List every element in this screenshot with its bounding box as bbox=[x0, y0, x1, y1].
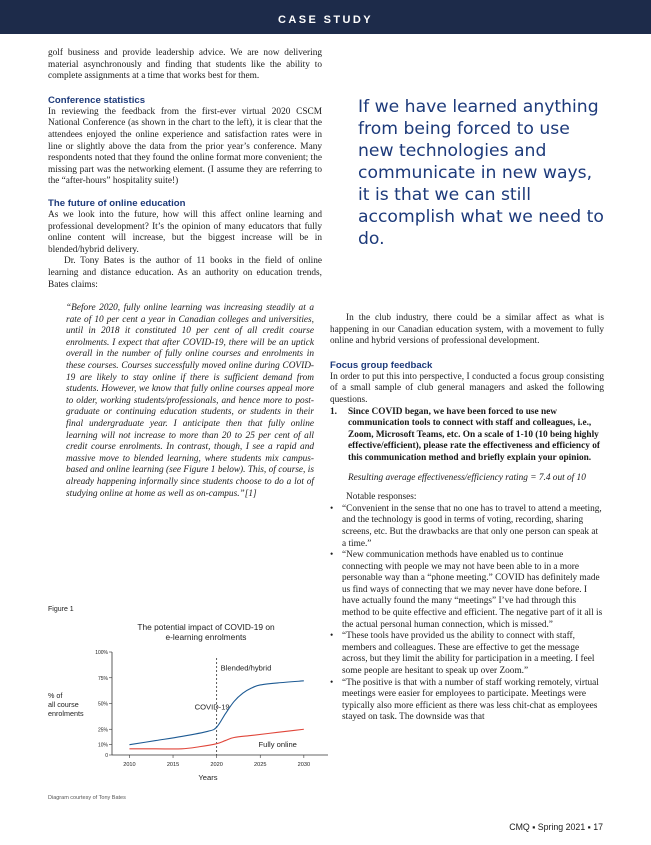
chart-title-line2: e-learning enrolments bbox=[165, 632, 247, 642]
y-axis-label-line: % of bbox=[48, 691, 63, 700]
left-column bbox=[48, 48, 322, 500]
x-tick-label: 2015 bbox=[166, 762, 180, 768]
y-tick-label: 75% bbox=[97, 675, 108, 682]
y-tick-label: 25% bbox=[97, 727, 108, 734]
response-text: • “These tools have provided us the ability to connect with staff, members and colleagues. These are effective to get the message across, but they limit the ability for participation in a meeting. I feel some people are hesitant to speak up over Zoom.” bbox=[342, 631, 595, 677]
x-ticks bbox=[123, 755, 310, 768]
conference-statistics-paragraph: In reviewing the feedback from the first-ever virtual 2020 CSCM National Conference (as shown in the chart to the left), it is clear that the attendees enjoyed the online experience and satisfaction rates were in line or slightly above the data from the prior year’s conference. Many respondents noted that they found the online format more convenient; the missing part was the networking element. (I assume they are referring to the “after-hours” hospitality suite!) bbox=[48, 106, 322, 187]
list-item bbox=[330, 504, 604, 550]
y-axis-label-line: all course bbox=[48, 700, 79, 709]
future-paragraph: As we look into the future, how will this affect online learning and professional development? It’s the opinion of many educators that fully online content will increase, but the biggest increase will be in blended/hybrid delivery. bbox=[48, 209, 322, 255]
bates-paragraph: Dr. Tony Bates is the author of 11 books in the field of online learning and distance education. As an authority on education trends, Bates claims: bbox=[48, 256, 322, 290]
section-banner: CASE STUDY bbox=[0, 0, 651, 34]
list-item bbox=[330, 631, 604, 677]
result-rating: Resulting average effectiveness/efficiency rating = 7.4 out of 10 bbox=[348, 472, 586, 483]
y-tick-label: 10% bbox=[97, 742, 108, 749]
responses-list bbox=[330, 504, 604, 724]
list-item bbox=[330, 678, 604, 724]
x-tick-label: 2010 bbox=[123, 762, 136, 768]
x-tick-label: 2025 bbox=[254, 762, 267, 768]
notable-responses-label: Notable responses: bbox=[346, 492, 417, 503]
list-item bbox=[330, 550, 604, 631]
response-text: • “The positive is that with a number of staff working remotely, virtual meetings were easier for employees to participate. Meetings were typically also more efficient as there was less chit-chat as employees stayed on task. The downside was that bbox=[342, 677, 599, 723]
figure-credit: Diagram courtesy of Tony Bates bbox=[48, 795, 126, 801]
covid-annotation: COVID-19 bbox=[194, 702, 230, 712]
club-industry-paragraph: In the club industry, there could be a similar affect as what is happening in our Canadian education system, with a movement to fully online and hybrid versions of professional development. bbox=[330, 313, 604, 347]
x-tick-label: 2030 bbox=[297, 762, 311, 768]
y-tick-label: 50% bbox=[97, 701, 108, 708]
y-axis-label bbox=[48, 691, 84, 718]
y-tick-label: 100% bbox=[95, 650, 108, 656]
series-label: Fully online bbox=[258, 739, 297, 749]
page-footer: CMQ ▪ Spring 2021 ▪ 17 bbox=[509, 822, 603, 832]
heading-future-online-education: The future of online education bbox=[48, 197, 186, 209]
bates-quote: “Before 2020, fully online learning was increasing steadily at a rate of 10 per cent a year in Canadian colleges and universities, until in 2018 it constituted 10 per cent of all credit course enrolments. I expect that after COVID-19, there will be an uptick overall in the number of fully online courses and enrolments in these courses. Courses successfully moved online during COVID-19 are likely to stay online if there is sufficient demand from students. However, we know that fully online courses appeal more to older, working students/professionals, and hence more to post-graduate or continuing education students, or students in their final undergraduate year. I anticipate then that fully online learning will not increase to more than 20 to 25 per cent of all credit course enrolments. In contrast, though, I see a rapid and massive move to blended learning, where students mix campus-based and online learning (see Figure 1 below). This, of course, is already happening informally since students choose to do a lot of studying online at home as well as on-campus.”[1] bbox=[66, 303, 314, 499]
focus-group-paragraph: In order to put this into perspective, I conducted a focus group consisting of a small sample of club general managers and asked the following questions. bbox=[330, 371, 604, 405]
series-label: Blended/hybrid bbox=[220, 663, 272, 673]
x-axis-label: Years bbox=[198, 773, 218, 782]
y-axis-label-line: enrolments bbox=[48, 709, 84, 718]
question-number: 1. bbox=[330, 406, 337, 417]
heading-focus-group: Focus group feedback bbox=[330, 359, 433, 371]
intro-paragraph: golf business and provide leadership advice. We are now delivering material asynchronously and finding that students like the ability to complete assignments at a time that works best for them. bbox=[48, 48, 322, 82]
heading-conference-statistics: Conference statistics bbox=[48, 94, 146, 106]
response-text: • “Convenient in the sense that no one has to travel to attend a meeting, and the technology is good in terms of voting, recording, sharing screens, etc. But the drawbacks are that only one person can speak at a time.” bbox=[342, 503, 602, 549]
figure-label: Figure 1 bbox=[48, 606, 74, 613]
x-tick-label: 2020 bbox=[210, 762, 223, 768]
question-text: Since COVID began, we have been forced to use new communication tools to connect with staff and colleagues, i.e., Zoom, Microsoft Teams, etc. On a scale of 1-10 (10 being highly effective/efficient), please rate the effectiveness and efficiency of this communication method and briefly explain your opinion. bbox=[348, 406, 600, 463]
question-1 bbox=[330, 407, 604, 465]
chart-title-line1: The potential impact of COVID-19 on bbox=[137, 622, 275, 632]
y-ticks bbox=[95, 650, 112, 759]
response-text: • “New communication methods have enabled us to continue connecting with people we may not have been able to in a more personable way than a “phone meeting.” COVID has definitely made us find ways of connecting that we may never have done before. I have actually found the many “meetings” I’ve had through this method to be quite effective and efficient. The negative part of it all is the actual personal human connection, which is missed.” bbox=[342, 550, 603, 630]
elearning-chart bbox=[48, 618, 328, 790]
y-tick-label: 0 bbox=[105, 753, 108, 759]
right-column bbox=[330, 313, 604, 724]
pull-quote: If we have learned anything from being forced to use new technologies and communicate in new ways, it is that we can still accomplish what we need to do. bbox=[358, 97, 604, 249]
